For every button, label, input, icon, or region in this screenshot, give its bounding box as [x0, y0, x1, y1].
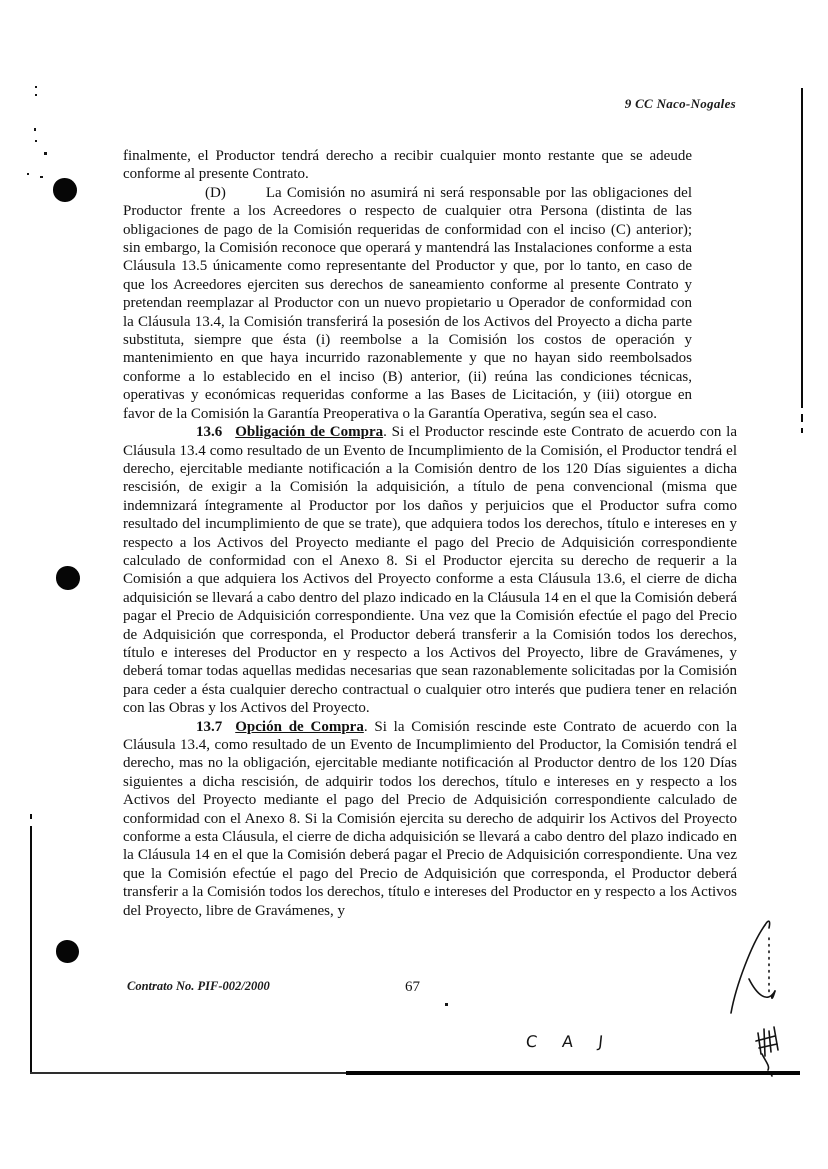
- clause-13-6: [123, 423, 737, 718]
- paragraph-d-text: La Comisión no asumirá ni será responsable por las obligaciones del Productor frente a los Acreedores o respecto de cualquier otra Persona (distinta de las obligaciones de pago de la Comisión requeridas de conformidad con el inciso (C) anterior); sin embargo, la Comisión reconoce que operará y mantendrá las Instalaciones conforme a esta Cláusula 13.5 únicamente como representante del Productor y que, por lo tanto, en caso de que los Acreedores ejerciten sus derechos de saneamiento conforme al presente Contrato y pretendan reemplazar al Productor con un nuevo propietario u Operador de conformidad con la Cláusula 13.4, la Comisión transferirá la posesión de los Activos del Proyecto a dicha parte substituta, siempre que ésta (i) reembolse a la Comisión los costos de operación y mantenimiento en que haya incurrido razonablemente y que no hayan sido reembolsados conforme a lo establecido en el inciso (B) anterior, (ii) reúna las condiciones técnicas, operativas y económicas requeridas conforme a las Bases de Licitación, y (iii) otorgue en favor de la Comisión la Garantía Preoperativa o la Garantía Operativa, según sea el caso.: [123, 184, 692, 422]
- clause-13-7-title: Opción de Compra: [235, 718, 364, 735]
- paragraph-d: [123, 184, 692, 423]
- scan-speck: [27, 173, 29, 175]
- scan-edge-line-right-dash: [801, 428, 803, 433]
- handwritten-signature-mark: [723, 913, 805, 1081]
- footer-page-number: 67: [405, 979, 420, 995]
- scan-speck: [44, 152, 47, 155]
- scan-edge-line-right-dash: [801, 414, 803, 422]
- scan-speck: [35, 140, 37, 142]
- scan-speck: [34, 128, 36, 131]
- scan-bottom-edge-thick: [346, 1071, 800, 1075]
- clause-13-6-text: . Si el Productor rescinde este Contrato de acuerdo con la Cláusula 13.4 como resultado de un Evento de Incumplimiento de la Comisión, el Productor tendrá el derecho, ejercitable mediante notificación a la Comisión dentro de los 120 Días siguientes a dicha rescisión, de exigir a la Comisión la adquisición, a título de pena convencional (misma que indemnizará íntegramente al Productor por los daños y perjuicios que el Productor sufra como resultado del incumplimiento de que se trate), que adquiera todos los derechos, título e intereses en y respecto a los Activos del Proyecto mediante el pago del Precio de Adquisición correspondiente calculado de conformidad con el Anexo 8. Si el Productor ejercita su derecho de requerir a la Comisión a que adquiera los Activos del Proyecto conforme a esta Cláusula 13.6, el cierre de dicha adquisición se llevará a cabo dentro del plazo indicado en la Cláusula 14 en el que la Comisión deberá pagar el Precio de Adquisición correspondiente. Una vez que la Comisión efectúe el pago del Precio de Adquisición que corresponda, el Productor deberá transferir a la Comisión todos los derechos, título e intereses del Productor en y respecto a los Activos del Proyecto, libre de Gravámenes, y deberá tomar todas aquellas medidas necesarias que sean razonablemente solicitadas por la Comisión para ceder a ésta cualquier derecho contractual o cualquier otro interés que pudiera tener en relación con las Obras y los Activos del Proyecto.: [123, 424, 737, 717]
- clause-13-6-number: 13.6: [196, 424, 223, 441]
- intro-paragraph: finalmente, el Productor tendrá derecho a recibir cualquier monto restante que se adeude conforme al presente Contrato.: [123, 148, 692, 183]
- document-body: [123, 147, 737, 920]
- punch-hole: [56, 566, 80, 590]
- handwritten-initials: C A J: [525, 1032, 614, 1051]
- scan-edge-line-left-dot: [30, 814, 32, 819]
- clause-13-7-number: 13.7: [196, 718, 223, 735]
- scan-speck: [445, 1003, 448, 1006]
- scan-edge-line-right: [801, 88, 803, 408]
- punch-hole: [56, 940, 79, 963]
- clause-13-7-text: . Si la Comisión rescinde este Contrato de acuerdo con la Cláusula 13.4, como resultado de un Evento de Incumplimiento del Productor, la Comisión tendrá el derecho, mas no la obligación, ejercitable mediante notificación al Productor dentro de los 120 Días siguientes a dicha rescisión, de adquirir todos los derechos, título e intereses en y respecto a los Activos del Proyecto mediante el pago del Precio de Adquisición correspondiente calculado de conformidad con el Anexo 8. Si la Comisión ejercita su derecho de adquirir los Activos del Proyecto conforme a esta Cláusula, el cierre de dicha adquisición se llevará a cabo dentro del plazo indicado en la Cláusula 14 en el que la Comisión deberá pagar el Precio de Adquisición correspondiente. Una vez que la Comisión efectúe el pago del Precio de Adquisición que corresponda, el Productor deberá transferir a la Comisión todos los derechos, título e intereses del Productor en y respecto a los Activos del Proyecto, libre de Gravámenes, y: [123, 718, 737, 919]
- scan-bottom-edge-thin: [30, 1072, 346, 1074]
- scan-speck: [35, 94, 37, 96]
- footer-contract-number: Contrato No. PIF-002/2000: [127, 979, 270, 993]
- scan-speck: [35, 86, 37, 88]
- clause-13-6-title: Obligación de Compra: [235, 424, 384, 441]
- page-header-annotation: 9 CC Naco-Nogales: [624, 96, 736, 111]
- clause-13-7: [123, 718, 737, 920]
- scan-speck: [40, 176, 43, 178]
- punch-hole: [53, 178, 77, 202]
- paragraph-d-label: (D): [205, 184, 226, 201]
- scan-edge-line-left: [30, 826, 32, 1074]
